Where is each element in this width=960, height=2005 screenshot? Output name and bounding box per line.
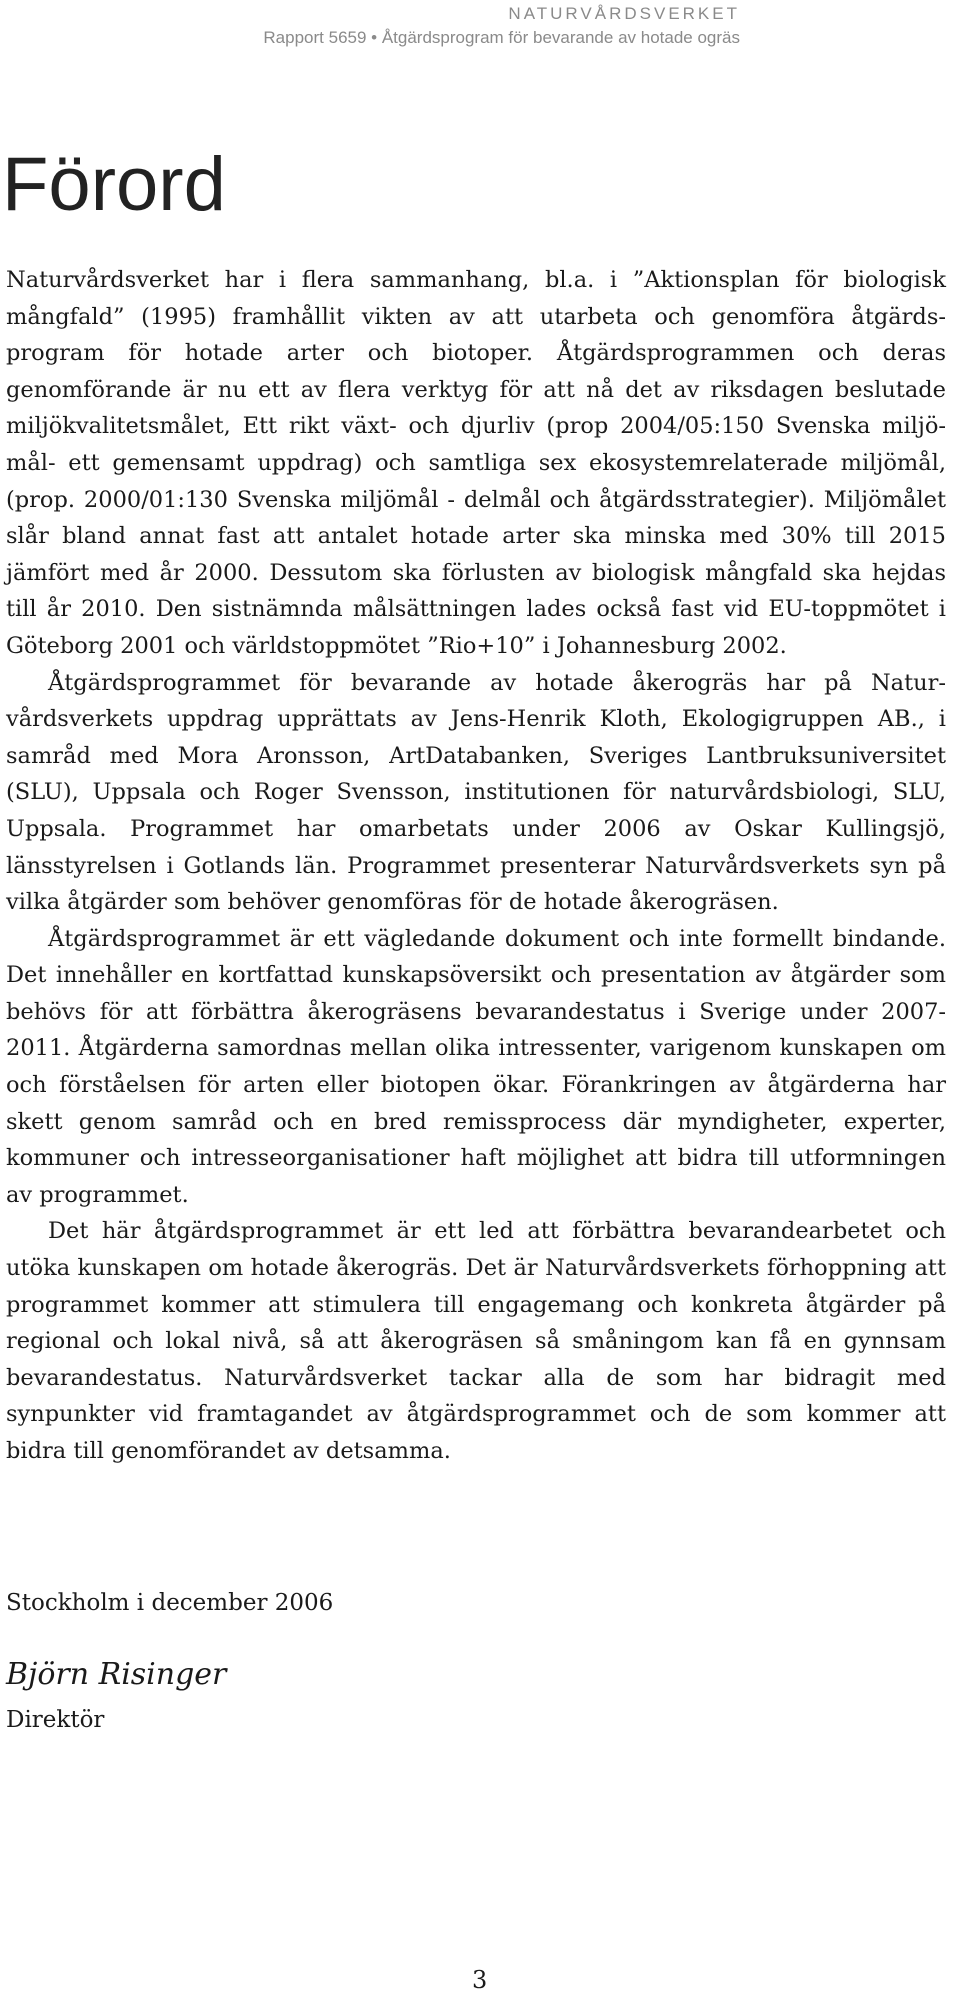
header-org-name: NATURVÅRDSVERKET [508, 4, 740, 23]
foreword-body [6, 262, 946, 1470]
paragraph-4: Det här åtgärdsprogrammet är ett led att förbättra bevarandearbetet och utöka kunskapen om hotade åkerogräs. Det är Naturvårdsverkets förhoppning att programmet kommer att stimulera till engagemang och konkreta åtgärder på regional och lokal nivå, så att åkerogräsen så småningom kan få en gynnsam bevarandestatus. Naturvårdsverket tackar alla de som har bidragit med synpunkter vid framtagandet av åtgärdsprogrammet och de som kommer att bidra till genomförandet av detsamma. [6, 1218, 946, 1464]
paragraph-3: Åtgärdsprogrammet är ett vägledande dokument och inte formellt bindande. Det innehåller en kortfattad kunskapsöversikt och presentation av åtgärder som behövs för att förbättra åkerogräsens bevarandestatus i Sverige under 2007-2011. Åtgärderna samordnas mellan olika intressenter, varigenom kunskapen om och förståelsen för arten eller biotopen ökar. Förankringen av åtgärderna har skett genom samråd och en bred remissprocess där myndigheter, experter, kommuner och intresseorganisationer haft möjlighet att bidra till utformningen av programmet. [6, 925, 946, 1208]
header-report-title: Rapport 5659 • Åtgärdsprogram för bevarande av hotade ogräs [263, 28, 740, 47]
page-title: Förord [2, 142, 226, 227]
paragraph-2: Åtgärdsprogrammet för bevarande av hotade åkerogräs har på Naturvårdsverkets uppdrag upprättats av Jens-Henrik Kloth, Ekologigruppen AB., i samråd med Mora Aronsson, ArtDatabanken, Sveriges Lantbruksuniversitet (SLU), Uppsala och Roger Svensson, institutionen för naturvårdsbiologi, SLU, Uppsala. Programmet har omarbetats under 2006 av Oskar Kullingsjö, länsstyrelsen i Gotlands län. Programmet presenterar Naturvårdsverkets syn på vilka åtgärder som behöver genomföras för de hotade åkerogräsen. [6, 669, 946, 916]
signatory-role: Direktör [6, 1707, 105, 1733]
page-number: 3 [472, 1966, 488, 1994]
paragraph-1: Naturvårdsverket har i flera sammanhang, bl.a. i ”Aktionsplan för biologisk mångfald” (1995) framhållit vikten av att utarbeta och genomföra åtgärdsprogram för hotade arter och biotoper. Åtgärdsprogrammen och deras genomförande är nu ett av flera verktyg för att nå det av riksdagen beslutade miljökvalitetsmålet, Ett rikt växt- och djurliv (prop 2004/05:150 Svenska miljömål- ett gemensamt uppdrag) och samtliga sex ekosystemrelaterade miljömål, (prop. 2000/01:130 Svenska miljömål - delmål och åtgärdsstrategier). Miljömålet slår bland annat fast att antalet hotade arter ska minska med 30% till 2015 jämfört med år 2000. Dessutom ska förlusten av biologisk mångfald ska hejdas till år 2010. Den sistnämnda målsättningen lades också fast vid EU-toppmötet i Göteborg 2001 och världstoppmötet ”Rio+10” i Johannesburg 2002. [6, 267, 946, 659]
running-header [263, 0, 740, 50]
signature: Björn Risinger [6, 1657, 227, 1692]
place-and-date: Stockholm i december 2006 [6, 1590, 334, 1616]
